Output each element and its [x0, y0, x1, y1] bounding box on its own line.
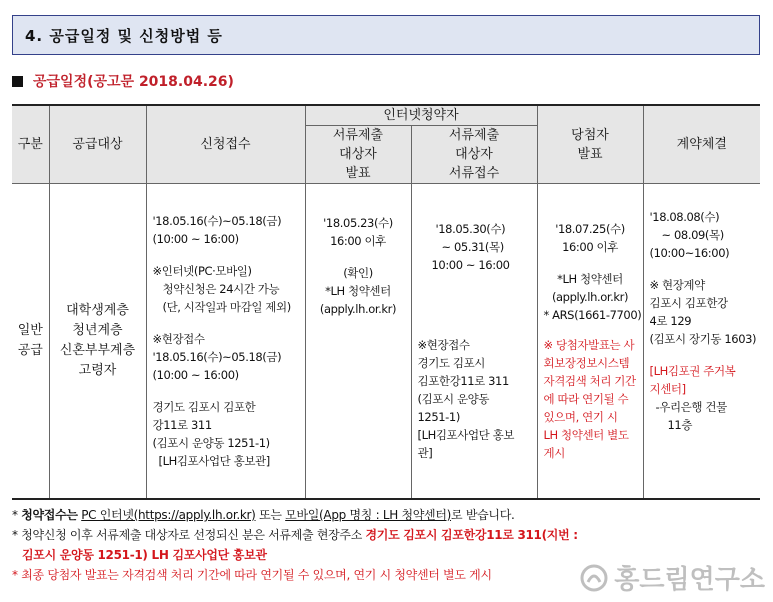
section-title: 4. 공급일정 및 신청방법 등	[25, 26, 223, 45]
row-doc-receipt: '18.05.30(수) ~ 05.31(목) 10:00 ~ 16:00 ※현장접수 경기도 김포시 김포한강11로 311 (김포시 운양동 1251-1) [LH김포사업단 홍보 관]	[411, 184, 537, 500]
note-1: * 청약접수는 PC 인터넷(https://apply.lh.or.kr) 또는 모바일(App 명칭 : LH 청약센터)로 받습니다.	[12, 508, 515, 522]
subtitle	[12, 70, 234, 92]
subtitle-text: 공급일정(공고문 2018.04.26)	[33, 74, 234, 90]
schedule-table	[12, 104, 760, 500]
row-group: 일반 공급	[12, 184, 49, 500]
row-target: 대학생계층 청년계층 신혼부부계층 고령자	[49, 184, 146, 500]
header-online-group: 인터넷청약자	[305, 105, 537, 126]
header-group: 구분	[12, 105, 49, 184]
winner-delay-warning: ※ 당첨자발표는 사	[543, 338, 635, 352]
row-doc-announce: '18.05.23(수) 16:00 이후 (확인) *LH 청약센터 (apply.lh.or.kr)	[305, 184, 411, 500]
header-doc-receipt: 서류제출 대상자 서류접수	[411, 126, 537, 184]
row-apply: '18.05.16(수)~05.18(금) (10:00 ~ 16:00) ※인터넷(PC·모바일) 청약신청은 24시간 가능 (단, 시작일과 마감일 제외) ※현장접수 '18.05.16(수)~05.18(금) (10:00 ~ 16:00) 경기도 김포시 김포한 강11로 311 (김포시 운양동 1251-1) [LH김포사업단 홍보관]	[146, 184, 305, 500]
watermark	[580, 559, 765, 596]
header-doc-announce: 서류제출 대상자 발표	[305, 126, 411, 184]
header-winner: 당첨자 발표	[537, 105, 643, 184]
header-contract: 계약체결	[643, 105, 760, 184]
note-2-cont: 김포시 운양동 1251-1) LH 김포사업단 홍보관	[22, 548, 267, 562]
row-winner: '18.07.25(수) 16:00 이후 *LH 청약센터 (apply.lh.or.kr) * ARS(1661-7700) ※ 당첨자발표는 사 회보장정보시스템 자격검색 처리 기간 에 따라 연기될 수 있으며, 연기 시 LH 청약센터 별도 게시	[537, 184, 643, 500]
watermark-text: 홍드림연구소	[614, 565, 765, 595]
header-target: 공급대상	[49, 105, 146, 184]
note-2: * 청약신청 이후 서류제출 대상자로 선정되신 분은 서류제출 현장주소 경기도 김포시 김포한강11로 311(지번 :	[12, 528, 578, 542]
section-title-bar	[12, 15, 760, 55]
header-apply: 신청접수	[146, 105, 305, 184]
note-3: * 최종 당첨자 발표는 자격검색 처리 기간에 따라 연기될 수 있으며, 연기 시 청약센터 별도 게시	[12, 568, 492, 582]
watermark-logo-icon	[580, 564, 608, 592]
square-bullet-icon	[12, 76, 23, 87]
row-contract: '18.08.08(수) ~ 08.09(목) (10:00~16:00) ※ 현장계약 김포시 김포한강 4로 129 (김포시 장기동 1603) [LH김포권 주거복 지센터] -우리은행 건물 11층	[643, 184, 760, 500]
